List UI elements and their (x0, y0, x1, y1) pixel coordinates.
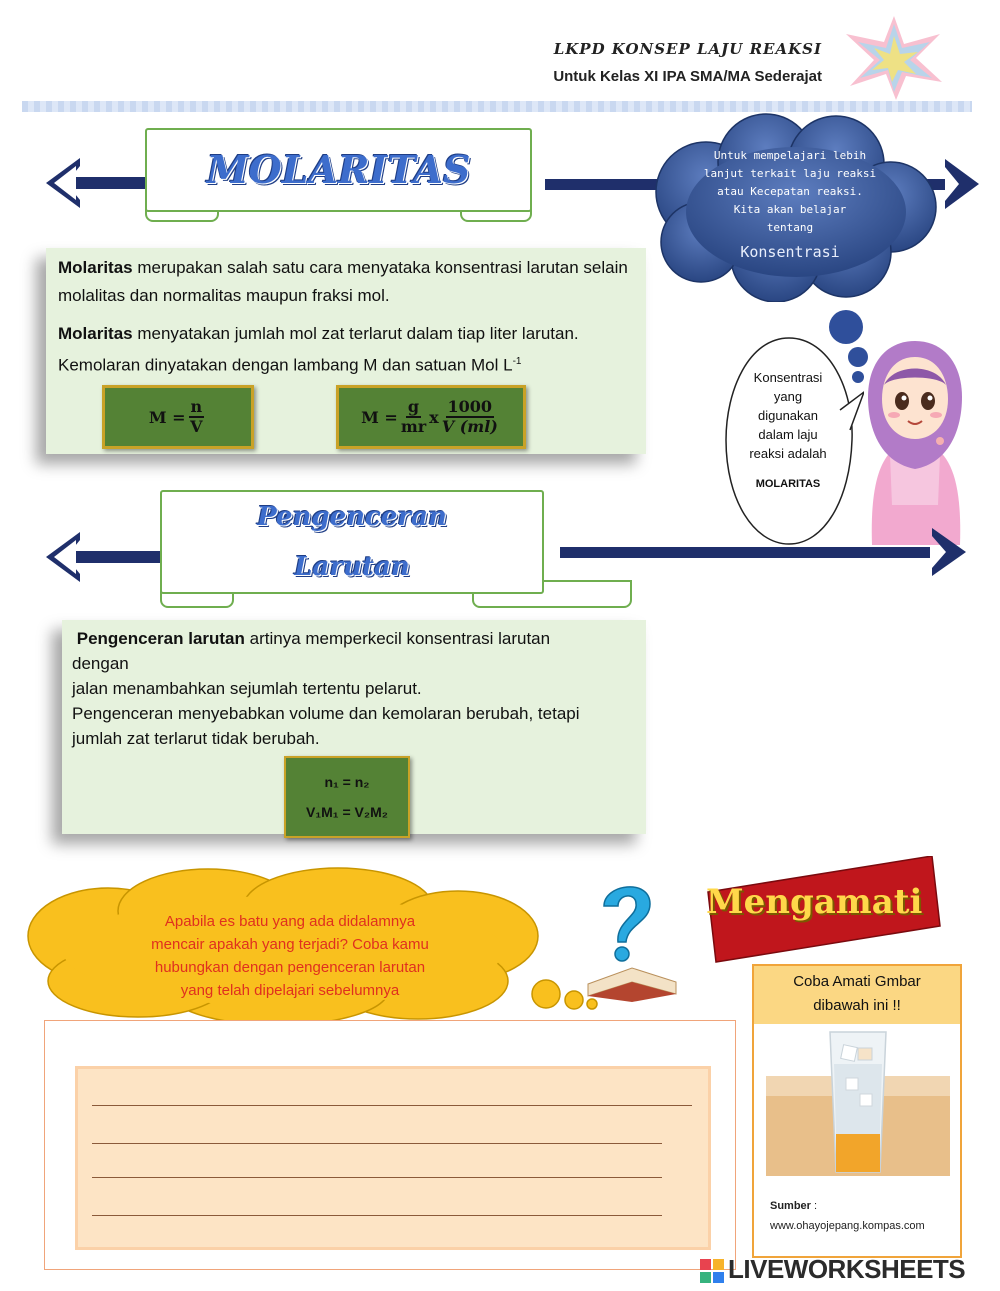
mengamati-label: Mengamati (706, 882, 923, 922)
cloud-highlight: Konsentrasi (740, 243, 840, 261)
hijab-girl-illustration (860, 335, 970, 545)
liveworksheets-logo-icon (698, 1257, 726, 1285)
formula-dilution: n₁ = n₂ V₁M₁ = V₂M₂ (284, 756, 410, 838)
document-subtitle: Untuk Kelas XI IPA SMA/MA Sederajat (553, 68, 822, 85)
term: Molaritas (58, 258, 133, 277)
pengenceran-banner (160, 490, 544, 594)
left-arrow-icon (44, 524, 174, 594)
image-source: Sumber : www.ohayojepang.kompas.com (754, 1184, 960, 1236)
source-url: www.ohayojepang.kompas.com (770, 1220, 925, 1232)
right-arrow-icon (560, 524, 970, 584)
liveworksheets-brand: LIVEWORKSHEETS (728, 1254, 966, 1284)
molaritas-paragraph-1: Molaritas merupakan salah satu cara menyataka konsentrasi larutan selain molalitas dan normalitas maupun fraksi mol. (58, 258, 628, 305)
answer-line (92, 1105, 692, 1106)
term: Pengenceran larutan (76, 629, 245, 648)
document-title: LKPD KONSEP LAJU REAKSI (553, 40, 822, 58)
header-divider (22, 101, 972, 112)
observe-instruction: Coba Amati Gmbar dibawah ini !! (754, 966, 960, 1024)
molaritas-heading: MOLARITAS (206, 147, 471, 192)
iced-drink-image (754, 1024, 960, 1184)
answer-field[interactable] (75, 1066, 711, 1250)
speech-text: Konsentrasi yang digunakan dalam laju reaksi adalah MOLARITAS (733, 368, 843, 494)
pengenceran-heading-line2: Larutan (294, 552, 410, 582)
star-burst-icon (842, 12, 947, 102)
speech-answer: MOLARITAS (755, 478, 821, 490)
formula-molarity-mass: M = $\frac{g}{mr}$ x $\frac{1000}{V (ml)}$ (336, 385, 526, 449)
molaritas-banner (145, 128, 532, 212)
cloud-message: Untuk mempelajari lebih lanjut terkait laju reaksi atau Kecepatan reaksi. Kita akan belajar tentang Konsentrasi (690, 147, 890, 261)
answer-line (92, 1143, 662, 1144)
answer-line (92, 1177, 662, 1178)
answer-line (92, 1215, 662, 1216)
pengenceran-heading-line1: Pengenceran (257, 502, 447, 532)
pengenceran-paragraph: Pengenceran larutan artinya memperkecil konsentrasi larutan dengan jalan menambahkan sejumlah tertentu pelarut. Pengenceran menyebabkan volume dan kemolaran berubah, tetapi jumlah zat terlarut tidak berubah. (72, 629, 580, 748)
observe-panel (752, 964, 962, 1258)
molaritas-paragraph-2: Molaritas menyatakan jumlah mol zat terlarut dalam tiap liter larutan. Kemolaran dinyatakan dengan lambang M dan satuan Mol $L^{-1}$ (58, 324, 579, 375)
term: Molaritas (58, 324, 133, 343)
formula-molarity-basic: M = $\frac{n}{V}$ (102, 385, 254, 449)
question-text: Apabila es batu yang ada didalamnya mencair apakah yang terjadi? Coba kamu hubungkan dengan pengenceran larutan yang telah dipelajari sebelumnya (151, 913, 429, 999)
question-book-icon (580, 872, 690, 1002)
